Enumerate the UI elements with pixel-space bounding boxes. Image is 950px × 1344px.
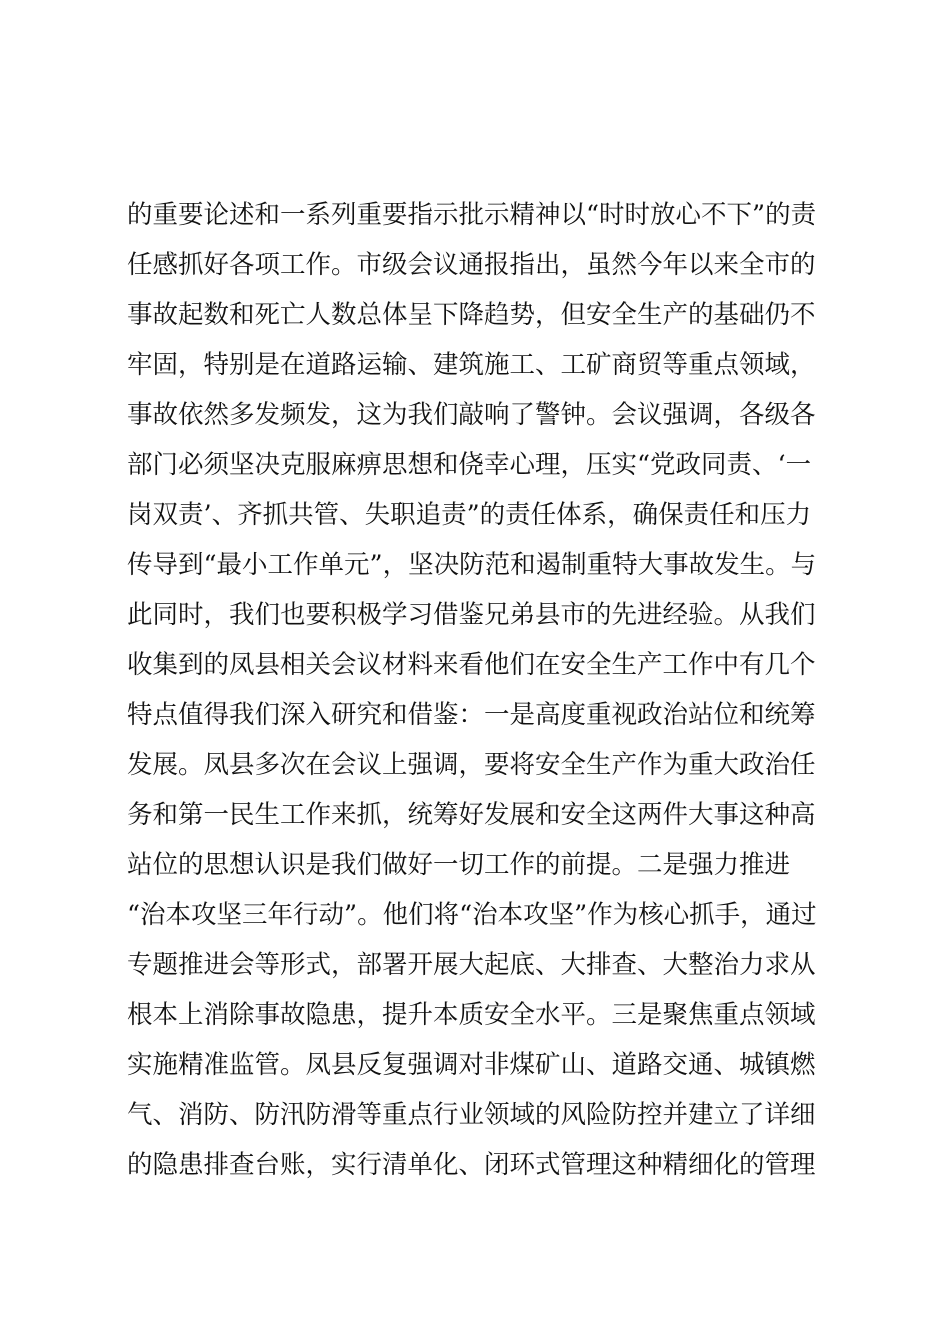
text-line: 任感抓好各项工作。市级会议通报指出，虽然今年以来全市的 [127, 250, 816, 280]
text-line: 务和第一民生工作来抓，统筹好发展和安全这两件大事这种高 [127, 800, 816, 830]
text-line: 实施精准监管。凤县反复强调对非煤矿山、道路交通、城镇燃 [127, 1050, 816, 1080]
text-line: 传导到“最小工作单元”，坚决防范和遏制重特大事故发生。与 [127, 550, 817, 580]
text-line: 特点值得我们深入研究和借鉴：一是高度重视政治站位和统筹 [127, 700, 816, 730]
text-line: 站位的思想认识是我们做好一切工作的前提。二是强力推进 [127, 850, 791, 880]
text-line: 事故依然多发频发，这为我们敲响了警钟。会议强调，各级各 [127, 400, 816, 430]
text-line: 的重要论述和一系列重要指示批示精神以“时时放心不下”的责 [127, 200, 817, 230]
text-line: 此同时，我们也要积极学习借鉴兄弟县市的先进经验。从我们 [127, 600, 816, 630]
text-line: “治本攻坚三年行动”。他们将“治本攻坚”作为核心抓手，通过 [127, 900, 817, 930]
text-line: 发展。凤县多次在会议上强调，要将安全生产作为重大政治任 [127, 750, 816, 780]
text-line: 部门必须坚决克服麻痹思想和侥幸心理，压实“党政同责、‘一 [127, 450, 812, 480]
text-line: 气、消防、防汛防滑等重点行业领域的风险防控并建立了详细 [127, 1100, 816, 1130]
text-line: 岗双责’、齐抓共管、失职追责”的责任体系，确保责任和压力 [127, 500, 812, 530]
text-line: 牢固，特别是在道路运输、建筑施工、工矿商贸等重点领域， [127, 350, 816, 380]
text-line: 事故起数和死亡人数总体呈下降趋势，但安全生产的基础仍不 [127, 300, 816, 330]
text-line: 的隐患排查台账，实行清单化、闭环式管理这种精细化的管理 [127, 1150, 816, 1180]
text-line: 专题推进会等形式，部署开展大起底、大排查、大整治力求从 [127, 950, 816, 980]
text-line: 收集到的凤县相关会议材料来看他们在安全生产工作中有几个 [127, 650, 816, 680]
text-line: 根本上消除事故隐患，提升本质安全水平。三是聚焦重点领域 [127, 1000, 816, 1030]
body-text [127, 190, 827, 1190]
